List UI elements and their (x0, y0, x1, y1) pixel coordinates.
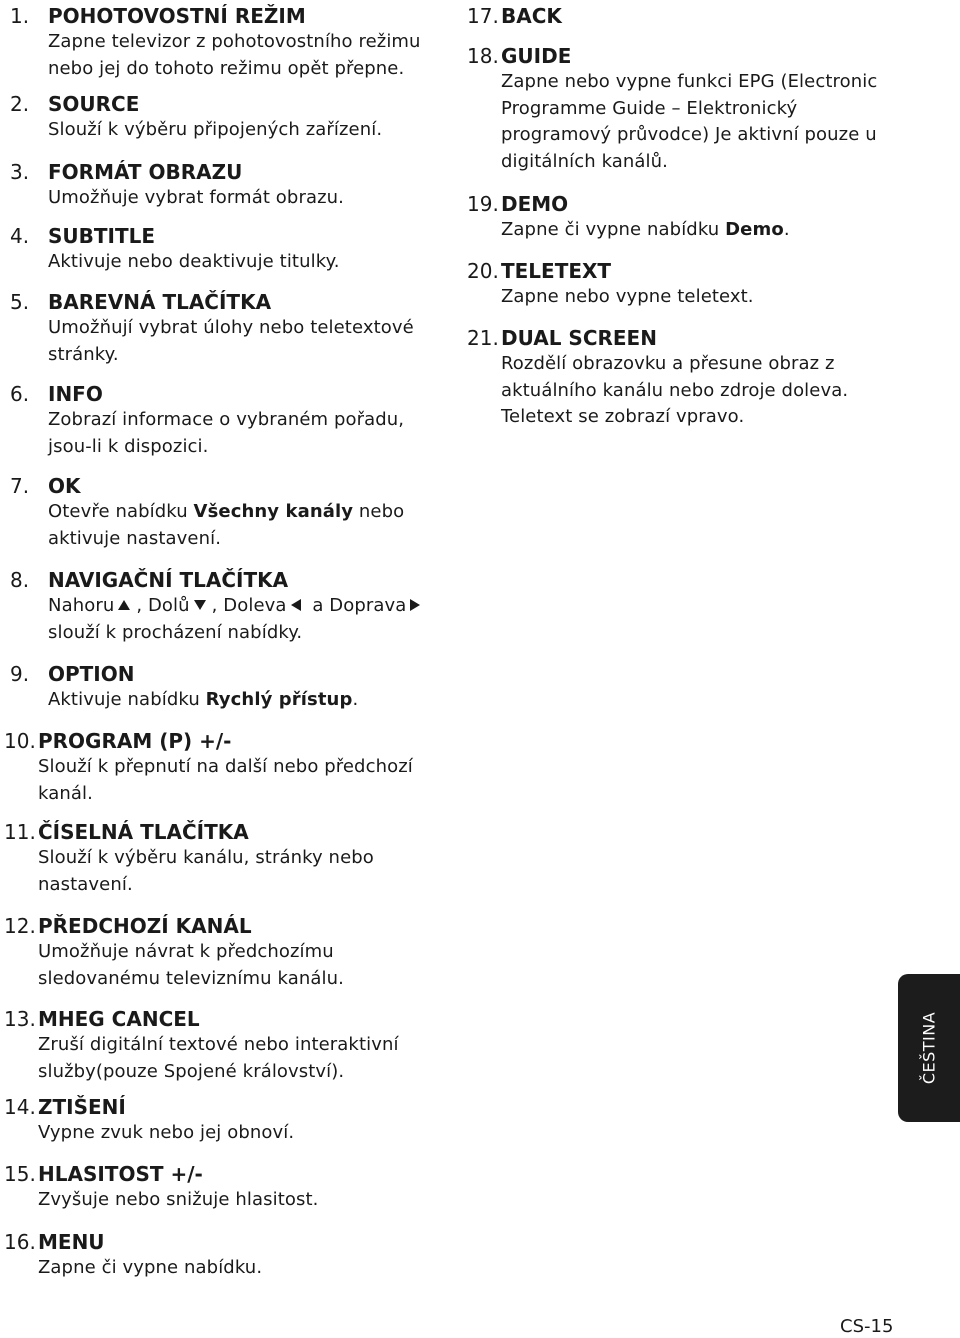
list-item (10, 289, 430, 368)
item-description: Zvyšuje nebo snižuje hlasitost. (38, 1189, 319, 1210)
list-item (10, 381, 430, 460)
arrow-right-icon (410, 599, 420, 611)
item-description: Slouží k výběru kanálu, stránky nebo nastavení. (38, 847, 374, 895)
item-heading: 1. POHOTOVOSTNÍ REŽIM (10, 4, 306, 28)
item-description: Zapne či vypne nabídku Demo. (501, 219, 790, 240)
item-heading: 11. ČÍSELNÁ TLAČÍTKA (4, 820, 249, 844)
item-heading: 18. GUIDE (467, 44, 572, 68)
list-item (10, 661, 430, 714)
item-heading: 3. FORMÁT OBRAZU (10, 160, 243, 184)
item-heading: 12. PŘEDCHOZÍ KANÁL (4, 914, 252, 938)
item-heading: 2. SOURCE (10, 92, 140, 116)
item-description: Slouží k přepnutí na další nebo předchozí kanál. (38, 756, 413, 804)
item-heading: 20. TELETEXT (467, 259, 612, 283)
item-heading: 14. ZTIŠENÍ (4, 1095, 126, 1119)
item-heading: 7. OK (10, 474, 81, 498)
list-item (4, 728, 434, 807)
list-item (4, 819, 434, 898)
list-item (467, 191, 887, 244)
item-description: Zobrazí informace o vybraném pořadu, jsou-li k dispozici. (48, 409, 405, 457)
item-description: Aktivuje nabídku Rychlý přístup. (48, 689, 359, 710)
item-heading: 9. OPTION (10, 662, 135, 686)
item-heading: 16. MENU (4, 1230, 105, 1254)
item-description: Otevře nabídku Všechny kanály nebo aktivuje nastavení. (48, 501, 405, 549)
list-item (467, 325, 887, 431)
list-item (4, 913, 434, 992)
arrow-down-icon (194, 600, 206, 610)
item-description: Umožňují vybrat úlohy nebo teletextové stránky. (48, 317, 414, 365)
list-item (10, 159, 430, 212)
item-heading: 4. SUBTITLE (10, 224, 156, 248)
page-number: CS-15 (840, 1316, 894, 1337)
item-description: Slouží k výběru připojených zařízení. (48, 119, 383, 140)
item-description: Zruší digitální textové nebo interaktivní služby(pouze Spojené království). (38, 1034, 399, 1082)
language-tab-label: ČEŠTINA (919, 1011, 939, 1085)
item-description: Zapne či vypne nabídku. (38, 1257, 263, 1278)
list-item (10, 473, 430, 552)
item-description: Zapne nebo vypne funkci EPG (Electronic Programme Guide – Elektronický programový průvodce) Je aktivní pouze u digitálních kanálů. (501, 71, 878, 172)
item-heading: 8. NAVIGAČNÍ TLAČÍTKA (10, 568, 289, 592)
item-heading: 15. HLASITOST +/- (4, 1162, 203, 1186)
list-item (467, 3, 887, 29)
list-item (4, 1094, 434, 1147)
item-description: Aktivuje nebo deaktivuje titulky. (48, 251, 340, 272)
item-description: Zapne nebo vypne teletext. (501, 286, 754, 307)
list-item (4, 1229, 434, 1282)
item-description: Umožňuje návrat k předchozímu sledovanému televiznímu kanálu. (38, 941, 344, 989)
item-description: Umožňuje vybrat formát obrazu. (48, 187, 344, 208)
item-heading: 21. DUAL SCREEN (467, 326, 657, 350)
item-heading: 6. INFO (10, 382, 103, 406)
item-description: Zapne televizor z pohotovostního režimu nebo jej do tohoto režimu opět přepne. (48, 31, 421, 79)
item-heading: 17. BACK (467, 4, 562, 28)
list-item (4, 1006, 434, 1085)
item-description: Rozdělí obrazovku a přesune obraz z aktuálního kanálu nebo zdroje doleva. Teletext se zobrazí vpravo. (501, 353, 849, 427)
list-item (10, 567, 450, 646)
arrow-up-icon (118, 600, 130, 610)
item-description: Vypne zvuk nebo jej obnoví. (38, 1122, 295, 1143)
list-item (4, 1161, 434, 1214)
list-item (10, 3, 430, 82)
list-item (467, 43, 887, 175)
item-description: Nahoru , Dolů , Doleva a Doprava slouží k procházení nabídky. (10, 593, 450, 646)
list-item (10, 223, 430, 276)
list-item (10, 91, 430, 144)
item-heading: 5. BAREVNÁ TLAČÍTKA (10, 290, 272, 314)
language-tab (898, 974, 960, 1122)
item-heading: 13. MHEG CANCEL (4, 1007, 200, 1031)
list-item (467, 258, 887, 311)
arrow-left-icon (291, 599, 301, 611)
item-heading: 19. DEMO (467, 192, 569, 216)
item-heading: 10. PROGRAM (P) +/- (4, 729, 232, 753)
